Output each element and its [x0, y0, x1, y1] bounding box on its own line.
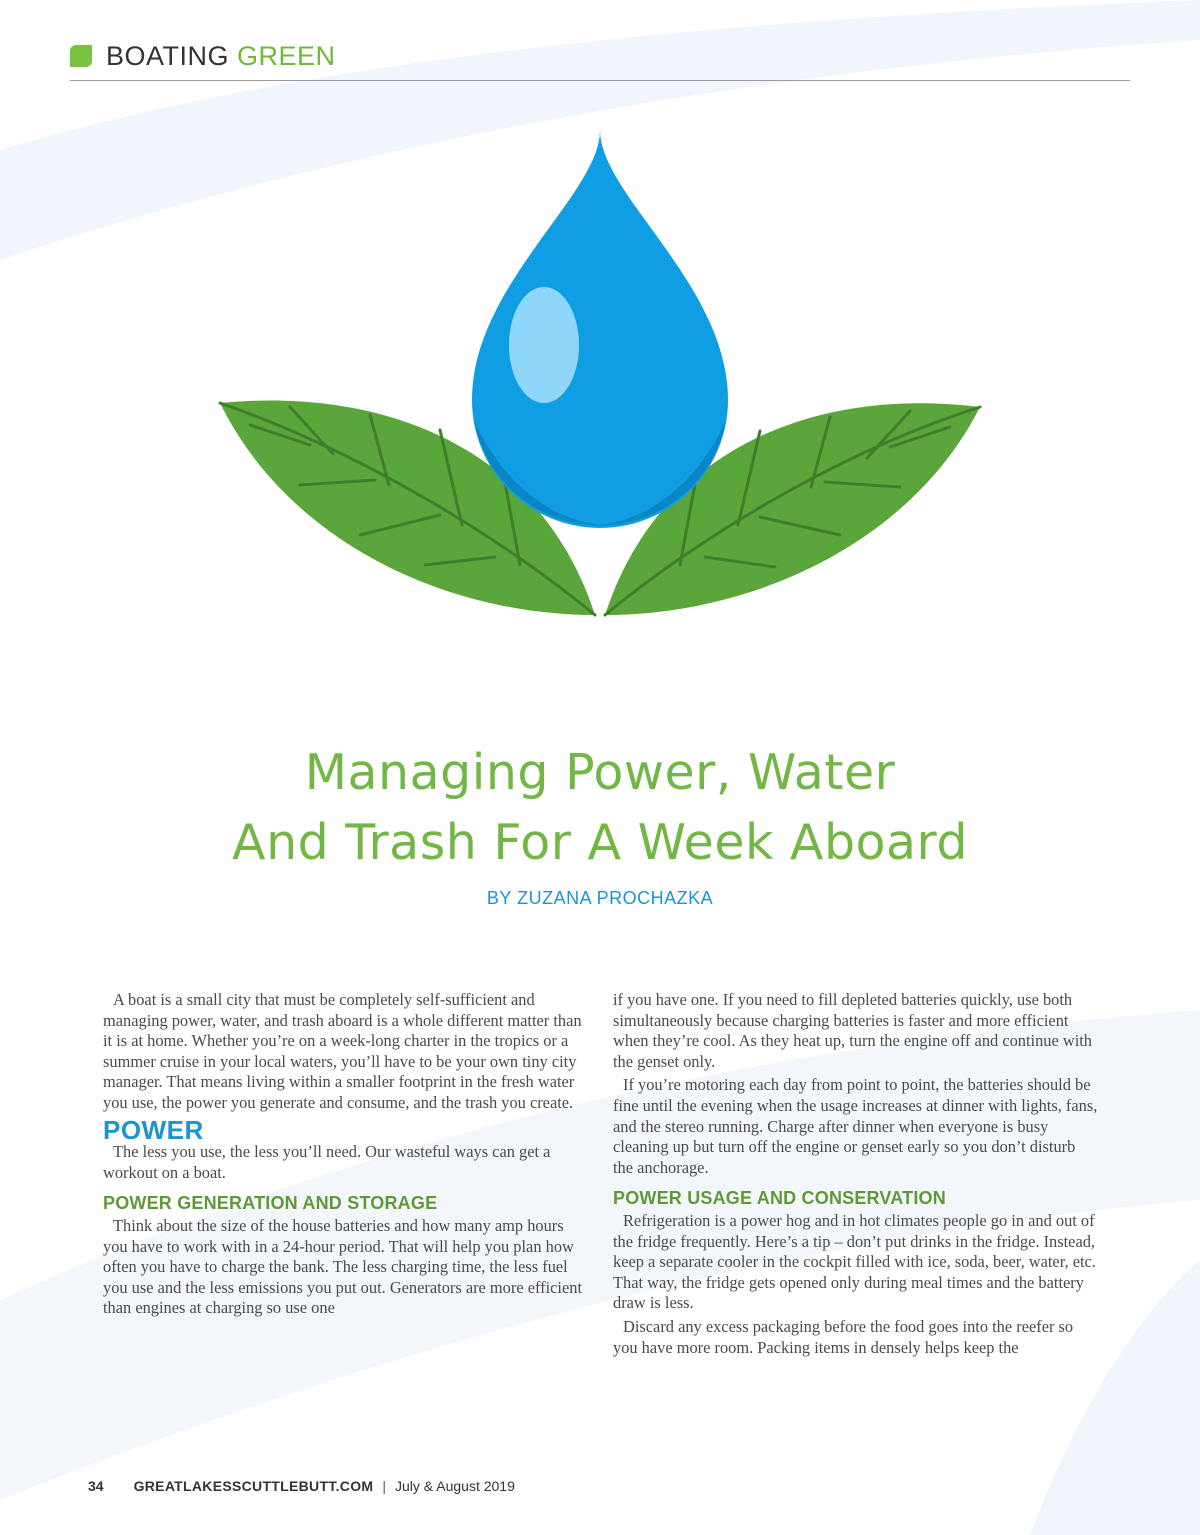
- website-link[interactable]: GREATLAKESSCUTTLEBUTT.COM: [133, 1478, 374, 1494]
- section-title: BOATING GREEN: [106, 40, 336, 71]
- title-line-1: Managing Power, Water: [304, 743, 896, 801]
- intro-paragraph: A boat is a small city that must be completely self-sufficient and managing power, water, and trash aboard is a whole different matter than it is at home. Whether you’re on a week-long charter in the tropics or a summer cruise in your local waters, you’ll have to be your own tiny city manager. That means living within a smaller footprint in the fresh water you use, the power you generate and consume, and the trash you create.: [103, 990, 582, 1112]
- section-marker-icon: [70, 45, 92, 67]
- header-divider: [70, 80, 1130, 81]
- issue-date: July & August 2019: [395, 1478, 515, 1494]
- subheading-power-usage: POWER USAGE AND CONSERVATION: [613, 1188, 946, 1209]
- generation-paragraph: Think about the size of the house batteries and how many amp hours you have to work with in a 24-hour period. That will help you plan how often you have to charge the bank. The less charging time, the less fuel you use and the less emissions you put out. Generators are more efficient than engines at charging so use one: [103, 1215, 583, 1318]
- continued-paragraph: if you have one. If you need to fill depleted batteries quickly, use both simultaneously because charging batteries is faster and more efficient when they’re cool. As they heat up, turn the engine off and continue with the genset only.: [613, 990, 1092, 1071]
- water-drop-icon: [472, 130, 728, 528]
- section-header: [70, 38, 336, 74]
- page-number: 34: [88, 1478, 104, 1494]
- article-column-right: [613, 990, 1098, 1361]
- section-heading-power: POWER: [103, 1114, 204, 1145]
- motoring-paragraph: If you’re motoring each day from point to point, the batteries should be fine until the evening when the usage increases at dinner with lights, fans, and the stereo running. Charge after dinner when everyone is busy cleaning up but turn off the engine or genset early so you don’t disturb the anchorage.: [613, 1075, 1098, 1177]
- footer-separator: |: [382, 1478, 387, 1494]
- subheading-power-generation: POWER GENERATION AND STORAGE: [103, 1193, 438, 1214]
- article-column-left: [103, 990, 588, 1322]
- byline: BY ZUZANA PROCHAZKA: [486, 888, 714, 908]
- article-title: [0, 738, 1200, 878]
- usage-paragraph-2: Discard any excess packaging before the food goes into the reefer so you have more room. Packing items in densely helps keep the: [613, 1316, 1074, 1357]
- water-drop-leaves-icon: [210, 125, 990, 625]
- title-line-2: And Trash For A Week Aboard: [232, 813, 968, 871]
- power-paragraph: The less you use, the less you’ll need. Our wasteful ways can get a workout on a boat.: [103, 1142, 551, 1182]
- page-footer: [88, 1476, 515, 1496]
- usage-paragraph-1: Refrigeration is a power hog and in hot climates people go in and out of the fridge frequently. Here’s a tip – don’t put drinks in the fridge. Instead, keep a separate cooler in the cockpit filled with ice, soda, beer, water, etc. That way, the fridge gets opened only during meal times and the battery draw is less.: [613, 1210, 1096, 1313]
